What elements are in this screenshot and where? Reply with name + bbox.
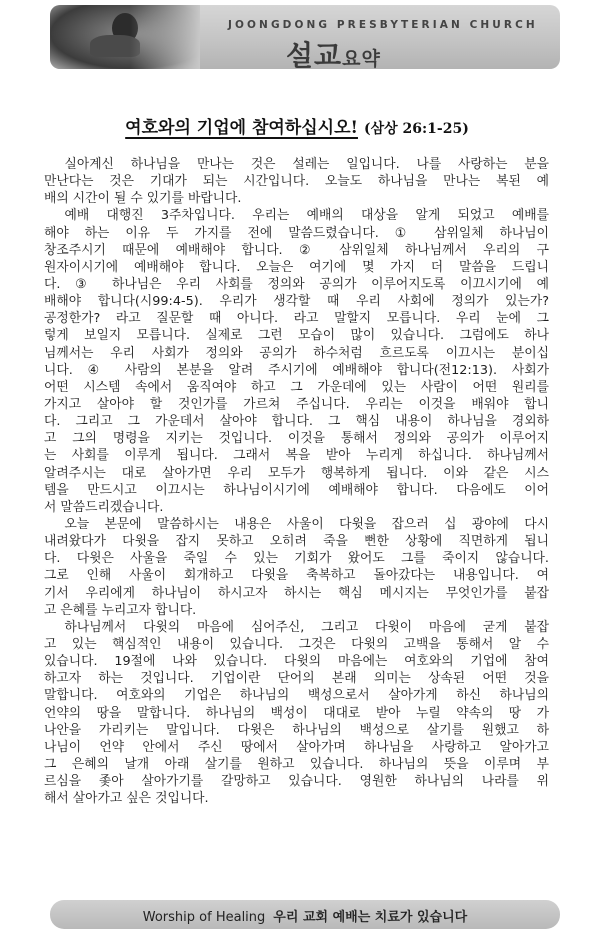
church-name: JOONGDONG PRESBYTERIAN CHURCH xyxy=(228,19,538,31)
body-line: 다. 다윗은 사울을 죽일 수 있는 기회가 왔어도 그를 죽이지 않습니다. xyxy=(44,551,549,567)
body-line: 서 말씀드리겠습니다. xyxy=(44,499,164,515)
body-line: 어떤 시스템 속에서 움직여야 하고 그 가운데에 있는 사람이 어떤 원리를 xyxy=(44,379,549,395)
footer-text xyxy=(50,906,560,925)
body-line: 창조주시기 때문에 예배해야 합니다. ② 삼위일체 하나님께서 우리의 구 xyxy=(44,242,549,258)
header-banner xyxy=(50,5,560,69)
body-line: 그 은혜의 날개 아래 살기를 원하고 있습니다. 하나님의 뜻을 이루며 부 xyxy=(44,756,549,772)
body-line: 렇게 보일지 모릅니다. 실제로 그런 모습이 많이 있습니다. 그럼에도 하나 xyxy=(44,328,549,344)
body-line: 르심을 좇아 살아가기를 갈망하고 있습니다. 영원한 하나님의 나라를 위 xyxy=(44,774,549,790)
body-line: 해서 살아가고 싶은 것입니다. xyxy=(44,791,209,807)
body-line: 해야 하는 이유 두 가지를 전에 말씀드렸습니다. ① 삼위일체 하나님이 xyxy=(44,225,549,241)
body-line: 배의 시간이 될 수 있기를 바랍니다. xyxy=(44,191,242,207)
footer-korean: 우리 교회 예배는 치료가 있습니다 xyxy=(273,910,468,925)
body-line: 고 있는 핵심적인 내용이 있습니다. 그것은 다윗의 고백을 통해서 알 수 xyxy=(44,636,549,652)
body-line: 배해야 합니다(시99:4-5). 우리가 생각할 때 우리 사회에 정의가 있는가? xyxy=(44,294,549,310)
body-line: 가지고 살아야 할 것인가를 가르쳐 주십니다. 우리는 이것을 배워야 합니 xyxy=(44,396,549,412)
body-line: 하고자 하는 것입니다. 기업이란 단어의 본래 의미는 상속된 어떤 것을 xyxy=(44,671,549,687)
body-line: 원자이시기에 예배해야 합니다. 오늘은 여기에 몇 가지 더 말씀을 드립니 xyxy=(44,259,549,275)
body-line: 그로 인해 사울이 회개하고 다윗을 축복하고 돌아갔다는 내용입니다. 여 xyxy=(44,568,549,584)
body-line: 실아계신 하나님을 만나는 것은 설레는 일입니다. 나를 사랑하는 분을 xyxy=(64,157,549,172)
footer-english: Worship of Healing xyxy=(142,910,266,925)
body-line: 고 그의 명령을 지키는 것입니다. 이것을 통해서 정의와 공의가 이루어지 xyxy=(44,431,549,447)
sermon-body xyxy=(44,156,549,807)
body-line: 만난다는 것은 기대가 되는 시간입니다. 오늘도 하나님을 만나는 복된 예 xyxy=(44,174,549,190)
body-line: 기서 우리에게 하나님이 하시고자 하시는 핵심 메시지는 무엇인가를 붙잡 xyxy=(44,585,549,601)
sermon-title: 여호와의 기업에 참여하십시오! xyxy=(125,118,358,138)
body-line: 다. ③ 하나님은 우리 사회를 정의와 공의가 이루어지도록 이끄시기에 예 xyxy=(44,276,549,292)
body-line: 있습니다. 19절에 나와 있습니다. 다윗의 마음에는 여호와의 기업에 참여 xyxy=(44,654,549,670)
body-line: 오늘 본문에 말씀하시는 내용은 사울이 다윗을 잡으러 십 광야에 다시 xyxy=(64,516,549,532)
body-line: 니다. ④ 사람의 본분을 알려 주시기에 예배해야 합니다(전12:13). 사회가 xyxy=(44,362,549,378)
body-line: 공정한가? 라고 질문할 때 아니다. 라고 말할지 모릅니다. 우리 눈에 그 xyxy=(44,311,549,327)
body-line: 알려주시는 대로 살아가면 우리 모두가 행복하게 됩니다. 이와 같은 시스 xyxy=(44,465,549,481)
section-title xyxy=(286,34,381,69)
body-line: 나안을 가리키는 말입니다. 다윗은 하나님의 백성으로 살기를 원했고 하 xyxy=(44,722,549,738)
body-line: 님께서는 우리 사회가 정의와 공의가 하수처럼 흐르도록 이끄시는 분이십 xyxy=(44,345,549,361)
body-line: 고 은혜를 누리고자 합니다. xyxy=(44,602,197,618)
section-title-sub: 요약 xyxy=(342,48,381,69)
body-line: 하나님께서 다윗의 마음에 심어주신, 그리고 다윗이 마음에 굳게 붙잡 xyxy=(64,619,549,635)
scripture-reference: (삼상 26:1-25) xyxy=(363,121,469,137)
body-line: 말합니다. 여호와의 기업은 하나님의 백성으로서 살아가게 하신 하나님의 xyxy=(44,688,549,704)
section-title-main: 설교 xyxy=(286,39,343,69)
body-line: 예배 대행진 3주차입니다. 우리는 예배의 대상을 알게 되었고 예배를 xyxy=(64,208,549,224)
sermon-title-row xyxy=(0,113,594,138)
body-line: 언약의 땅을 말합니다. 하나님의 백성이 대대로 받아 누릴 약속의 땅 가 xyxy=(44,705,549,721)
body-line: 나님이 언약 안에서 주신 땅에서 살아가며 하나님을 사랑하고 알아가고 xyxy=(44,739,549,755)
body-line: 템을 만드시고 이끄시는 하나님이시기에 예배해야 합니다. 다음에도 이어 xyxy=(44,482,549,498)
body-line: 내려왔다가 다윗을 잡지 못하고 오히려 죽을 뻔한 상황에 직면하게 됩니 xyxy=(44,534,549,550)
body-line: 다. 그리고 그 가운데서 살아야 합니다. 그 핵심 내용이 하나님을 경외하 xyxy=(44,414,549,430)
footer-banner xyxy=(50,900,560,929)
photo-fade xyxy=(130,5,200,69)
body-line: 는 사회를 이루게 됩니다. 그래서 복을 받아 누리게 하십니다. 하나님께서 xyxy=(44,448,549,464)
praying-person-photo xyxy=(50,5,200,69)
